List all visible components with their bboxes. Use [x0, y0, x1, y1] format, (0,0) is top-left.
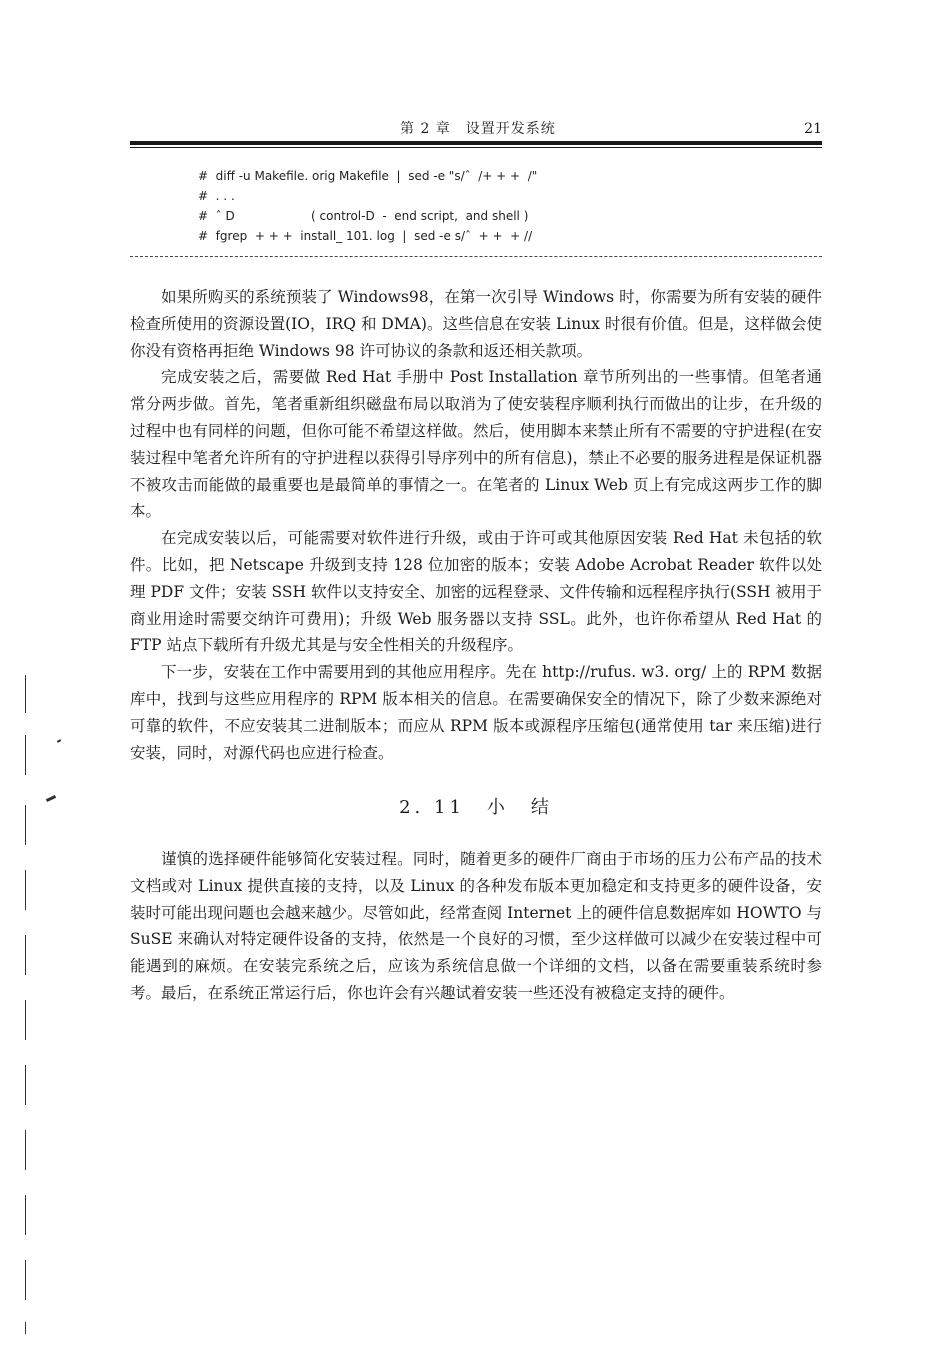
margin-mark	[25, 1130, 26, 1170]
header-rule-thick	[130, 141, 822, 145]
code-block	[198, 166, 758, 246]
paragraph: 下一步，安装在工作中需要用到的其他应用程序。先在 http://rufus. w3. org/ 上的 RPM 数据库中，找到与这些应用程序的 RPM 版本相关的信息。在需要确保安全的情况下，除了少数来源绝对可靠的软件，不应安装其二进制版本；而应从 RPM 版本或源程序压缩包(通常使用 tar 来压缩)进行安装，同时，对源代码也应进行检查。	[130, 663, 822, 762]
section-heading: 2. 11 小 结	[399, 797, 553, 818]
margin-mark	[25, 1000, 26, 1040]
code-line: # diff -u Makefile. orig Makefile | sed -e "s/ˆ /+ + + /"	[198, 169, 538, 183]
margin-speck	[46, 795, 56, 802]
margin-mark	[25, 1065, 26, 1105]
code-line: # ˆ D ( control-D - end script, and shell )	[198, 209, 529, 223]
code-line: # fgrep + + + install_ 101. log | sed -e s/ˆ + + + //	[198, 229, 533, 243]
chapter-title: 第 2 章 设置开发系统	[400, 121, 556, 137]
page-number: 21	[804, 121, 822, 137]
margin-mark	[25, 805, 26, 845]
paragraph: 完成安装之后，需要做 Red Hat 手册中 Post Installation 章节所列出的一些事情。但笔者通常分两步做。首先，笔者重新组织磁盘布局以取消为了使安装程序顺利执行而做出的让步，在升级的过程中也有同样的问题，但你可能不希望这样做。然后，使用脚本来禁止所有不需要的守护进程(在安装过程中笔者允许所有的守护进程以获得引导序列中的所有信息)，禁止不必要的服务进程是保证机器不被攻击而能做的最重要也是最简单的事情之一。在笔者的 Linux Web 页上有完成这两步工作的脚本。	[130, 368, 822, 521]
paragraph: 如果所购买的系统预装了 Windows98，在第一次引导 Windows 时，你需要为所有安装的硬件检查所使用的资源设置(IO，IRQ 和 DMA)。这些信息在安装 Linux 时很有价值。但是，这样做会使你没有资格再拒绝 Windows 98 许可协议的条款和返还相关款项。	[130, 288, 822, 360]
body-before-section	[130, 284, 822, 766]
code-line: # . . .	[198, 189, 235, 203]
margin-mark	[25, 735, 26, 775]
paragraph: 在完成安装以后，可能需要对软件进行升级，或由于许可或其他原因安装 Red Hat 未包括的软件。比如，把 Netscape 升级到支持 128 位加密的版本；安装 Adobe Acrobat Reader 软件以处理 PDF 文件；安装 SSH 软件以支持安全、加密的远程登录、文件传输和远程程序执行(SSH 被用于商业用途时需要交纳许可费用)；升级 Web 服务器以支持 SSL。此外，也许你希望从 Red Hat 的 FTP 站点下载所有升级尤其是与安全性相关的升级程序。	[130, 529, 822, 655]
margin-mark	[25, 1195, 26, 1235]
paragraph: 谨慎的选择硬件能够简化安装过程。同时，随着更多的硬件厂商由于市场的压力公布产品的技术文档或对 Linux 提供直接的支持，以及 Linux 的各种发布版本更加稳定和支持更多的硬件设备，安装时可能出现问题也会越来越少。尽管如此，经常查阅 Internet 上的硬件信息数据库如 HOWTO 与 SuSE 来确认对特定硬件设备的支持，依然是一个良好的习惯，至少这样做可以减少在安装过程中可能遇到的麻烦。在安装完系统之后，应该为系统信息做一个详细的文档，以备在需要重装系统时参考。最后，在系统正常运行后，你也许会有兴趣试着安装一些还没有被稳定支持的硬件。	[130, 850, 822, 1002]
margin-mark	[25, 675, 26, 713]
code-block-rule	[130, 256, 822, 257]
margin-mark	[25, 870, 26, 910]
margin-mark	[25, 1260, 26, 1300]
header-rule-thin	[130, 147, 822, 148]
margin-mark	[25, 935, 26, 975]
margin-speck	[57, 739, 61, 743]
body-after-section	[130, 846, 822, 1007]
margin-mark	[25, 1322, 26, 1334]
